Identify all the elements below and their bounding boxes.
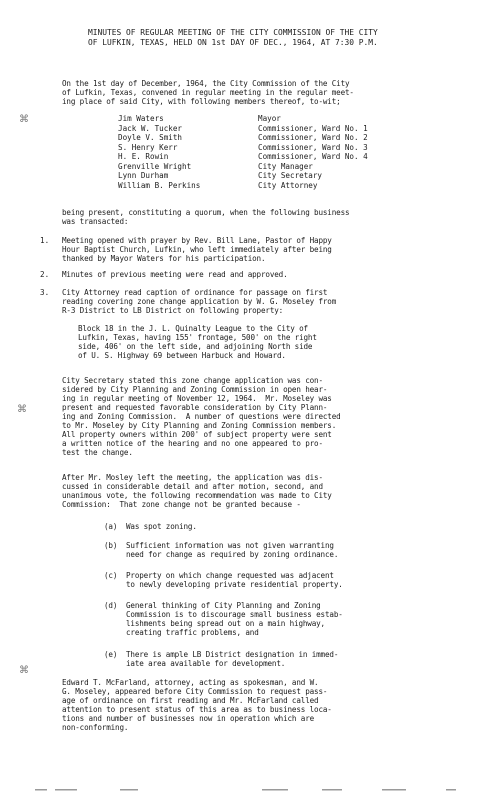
- mcfarland-line-3: age of ordinance on first reading and Mr. McFarland called: [62, 696, 319, 705]
- after-line-2: cussed in considerable detail and after motion, second, and: [62, 482, 323, 491]
- member-roster: [118, 114, 368, 190]
- secretary-line-8: a written notice of the hearing and no one appeared to pro-: [62, 439, 323, 448]
- reason-e-line-1: There is ample LB District designation in immed-: [126, 650, 339, 659]
- roster-row: [118, 133, 368, 143]
- reason-label: (b): [104, 541, 118, 550]
- mcfarland-line-6: non-conforming.: [62, 723, 129, 732]
- property-line-3: side, 406' on the left side, and adjoining North side: [78, 342, 313, 351]
- roster-row: [118, 162, 318, 172]
- binder-hole-mark: ⌘: [19, 114, 29, 125]
- after-line-1: After Mr. Mosley left the meeting, the application was dis-: [62, 473, 323, 482]
- secretary-line-6: to Mr. Moseley by City Planning and Zoning Commission members.: [62, 421, 337, 430]
- member-name: Doyle V. Smith: [118, 133, 183, 142]
- member-name: William B. Perkins: [118, 180, 201, 190]
- intro-line-3: ing place of said City, with following members thereof, to-wit;: [62, 97, 341, 106]
- member-name: Lynn Durham: [118, 171, 169, 180]
- reason-d-line-4: creating traffic problems, and: [126, 628, 259, 637]
- reason-d-line-3: lishments being spread out on a main highway,: [126, 619, 325, 628]
- member-title: City Manager: [258, 161, 313, 171]
- secretary-line-5: ing and Zoning Commission. A number of questions were directed: [62, 412, 341, 421]
- after-line-4: Commission: That zone change not be granted because -: [62, 500, 301, 509]
- member-title: Commissioner, Ward No. 3: [258, 142, 368, 152]
- secretary-line-1: City Secretary stated this zone change application was con-: [62, 376, 323, 385]
- reason-d-line-1: General thinking of City Planning and Zoning: [126, 601, 321, 610]
- minutes-title-line-1: MINUTES OF REGULAR MEETING OF THE CITY COMMISSION OF THE CITY: [88, 28, 378, 37]
- roster-row: [118, 152, 368, 162]
- member-name: Grenville Wright: [118, 161, 192, 171]
- roster-row: [118, 114, 318, 124]
- item-3-line-1: City Attorney read caption of ordinance for passage on first: [62, 288, 328, 297]
- member-title: Commissioner, Ward No. 1: [258, 123, 368, 133]
- item-1-line-3: thanked by Mayor Waters for his participation.: [62, 254, 266, 263]
- secretary-line-3: ing in regular meeting of November 12, 1964. Mr. Moseley was: [62, 394, 332, 403]
- mcfarland-line-1: Edward T. McFarland, attorney, acting as spokesman, and W.: [62, 678, 319, 687]
- member-title: Commissioner, Ward No. 2: [258, 133, 368, 142]
- member-name: Jack W. Tucker: [118, 123, 183, 133]
- secretary-line-2: sidered by City Planning and Zoning Commission in open hear-: [62, 385, 328, 394]
- item-1-line-1: Meeting opened with prayer by Rev. Bill Lane, Pastor of Happy: [62, 236, 332, 245]
- reason-b-line-2: need for change as required by zoning ordinance.: [126, 550, 339, 559]
- property-line-4: of U. S. Highway 69 between Harbuck and Howard.: [78, 351, 286, 360]
- secretary-line-4: present and requested favorable consideration by City Plann-: [62, 403, 328, 412]
- reason-label: (c): [104, 571, 118, 580]
- reason-label: (d): [104, 601, 118, 610]
- member-title: Commissioner, Ward No. 4: [258, 152, 368, 161]
- item-3-line-2: reading covering zone change application by W. G. Moseley from: [62, 297, 337, 306]
- item-1-line-2: Hour Baptist Church, Lufkin, who left immediately after being: [62, 245, 332, 254]
- item-2-line-1: Minutes of previous meeting were read and approved.: [62, 270, 288, 279]
- scan-noise-footer: [0, 786, 481, 796]
- intro-line-1: On the 1st day of December, 1964, the City Commission of the City: [62, 79, 350, 88]
- reason-label: (e): [104, 650, 118, 659]
- roster-row: [118, 181, 318, 191]
- reason-d-line-2: Commission is to discourage small business estab-: [126, 610, 343, 619]
- mcfarland-line-2: G. Moseley, appeared before City Commission to request pass-: [62, 687, 328, 696]
- property-line-2: Lufkin, Texas, having 155' frontage, 500' on the right: [78, 333, 317, 342]
- roster-row: [118, 123, 368, 134]
- reason-label: (a): [104, 522, 118, 531]
- member-title: Mayor: [258, 114, 281, 123]
- member-name: S. Henry Kerr: [118, 142, 178, 152]
- item-3-line-3: R-3 District to LB District on following property:: [62, 306, 284, 315]
- binder-hole-mark: ⌘: [19, 665, 29, 676]
- reason-c-line-1: Property on which change requested was adjacent: [126, 571, 334, 580]
- binder-hole-mark: ⌘: [17, 404, 27, 415]
- after-line-3: unanimous vote, the following recommendation was made to City: [62, 491, 332, 500]
- secretary-line-7: All property owners within 200' of subject property were sent: [62, 430, 332, 439]
- item-number: 2.: [40, 270, 50, 279]
- reason-b-line-1: Sufficient information was not given warranting: [126, 541, 334, 550]
- mcfarland-line-5: tions and number of businesses now in operation which are: [62, 714, 315, 723]
- reason-a-line-1: Was spot zoning.: [126, 522, 197, 531]
- roster-row: [118, 171, 323, 181]
- item-number: 3.: [40, 288, 50, 297]
- intro-line-2: of Lufkin, Texas, convened in regular meeting in the regular meet-: [62, 88, 354, 97]
- roster-row: [118, 142, 368, 153]
- member-title: City Secretary: [258, 171, 323, 180]
- member-title: City Attorney: [258, 180, 318, 190]
- reason-e-line-2: iate area available for development.: [126, 659, 286, 668]
- quorum-line-1: being present, constituting a quorum, when the following business: [62, 208, 350, 217]
- reason-c-line-2: to newly developing private residential property.: [126, 580, 343, 589]
- quorum-line-2: was transacted:: [62, 217, 129, 226]
- item-number: 1.: [40, 236, 50, 245]
- minutes-title-line-2: OF LUFKIN, TEXAS, HELD ON 1st DAY OF DEC., 1964, AT 7:30 P.M.: [88, 38, 378, 47]
- secretary-line-9: test the change.: [62, 448, 133, 457]
- mcfarland-line-4: attention to present status of this area as to business loca-: [62, 705, 332, 714]
- property-line-1: Block 18 in the J. L. Quinalty League to the City of: [78, 324, 308, 333]
- member-name: H. E. Rowin: [118, 152, 169, 161]
- member-name: Jim Waters: [118, 114, 164, 123]
